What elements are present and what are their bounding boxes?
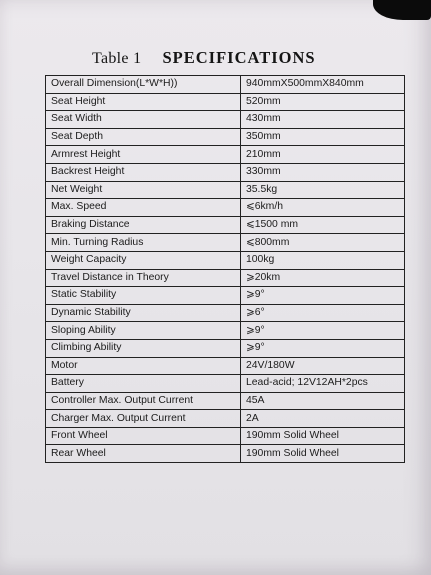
spec-value: ⩾9° [241, 287, 405, 305]
spec-value: ⩽800mm [241, 234, 405, 252]
spec-value: 350mm [241, 128, 405, 146]
spec-name: Seat Depth [46, 128, 241, 146]
specifications-table [45, 75, 405, 463]
spec-name: Controller Max. Output Current [46, 392, 241, 410]
table-row [46, 181, 405, 199]
spec-value: ⩾20km [241, 269, 405, 287]
table-row [46, 111, 405, 129]
spec-name: Max. Speed [46, 199, 241, 217]
spec-value: 24V/180W [241, 357, 405, 375]
spec-name: Seat Height [46, 93, 241, 111]
table-row [46, 410, 405, 428]
spec-name: Seat Width [46, 111, 241, 129]
spec-value: 940mmX500mmX840mm [241, 76, 405, 94]
spec-name: Charger Max. Output Current [46, 410, 241, 428]
spec-name: Battery [46, 375, 241, 393]
spec-value: ⩽6km/h [241, 199, 405, 217]
table-row [46, 199, 405, 217]
spec-name: Net Weight [46, 181, 241, 199]
spec-name: Dynamic Stability [46, 304, 241, 322]
table-row [46, 287, 405, 305]
spec-value: 430mm [241, 111, 405, 129]
table-row [46, 304, 405, 322]
table-row [46, 216, 405, 234]
table-row [46, 128, 405, 146]
table-row [46, 375, 405, 393]
table-row [46, 392, 405, 410]
corner-dark-object [373, 0, 431, 20]
table-row [46, 251, 405, 269]
table-title: SPECIFICATIONS [162, 48, 316, 67]
spec-name: Sloping Ability [46, 322, 241, 340]
spec-name: Travel Distance in Theory [46, 269, 241, 287]
table-row [46, 339, 405, 357]
spec-value: ⩾9° [241, 339, 405, 357]
spec-value: 210mm [241, 146, 405, 164]
table-label: Table 1 [92, 50, 142, 67]
spec-name: Climbing Ability [46, 339, 241, 357]
spec-name: Overall Dimension(L*W*H)) [46, 76, 241, 94]
spec-value: 100kg [241, 251, 405, 269]
table-row [46, 76, 405, 94]
table-row [46, 357, 405, 375]
table-row [46, 163, 405, 181]
spec-value: ⩽1500 mm [241, 216, 405, 234]
table-row [46, 445, 405, 463]
spec-name: Front Wheel [46, 427, 241, 445]
spec-name: Weight Capacity [46, 251, 241, 269]
table-row [46, 427, 405, 445]
table-row [46, 269, 405, 287]
table-caption [92, 48, 352, 70]
spec-value: 190mm Solid Wheel [241, 445, 405, 463]
spec-value: 45A [241, 392, 405, 410]
spec-name: Static Stability [46, 287, 241, 305]
table-row [46, 234, 405, 252]
spec-value: 2A [241, 410, 405, 428]
spec-value: ⩾9° [241, 322, 405, 340]
spec-name: Min. Turning Radius [46, 234, 241, 252]
table-row [46, 322, 405, 340]
table-row [46, 146, 405, 164]
spec-name: Rear Wheel [46, 445, 241, 463]
spec-value: Lead-acid; 12V12AH*2pcs [241, 375, 405, 393]
spec-value: 520mm [241, 93, 405, 111]
spec-name: Braking Distance [46, 216, 241, 234]
spec-value: 330mm [241, 163, 405, 181]
spec-name: Backrest Height [46, 163, 241, 181]
spec-name: Motor [46, 357, 241, 375]
spec-value: 35.5kg [241, 181, 405, 199]
spec-name: Armrest Height [46, 146, 241, 164]
spec-value: ⩾6° [241, 304, 405, 322]
table-row [46, 93, 405, 111]
spec-value: 190mm Solid Wheel [241, 427, 405, 445]
